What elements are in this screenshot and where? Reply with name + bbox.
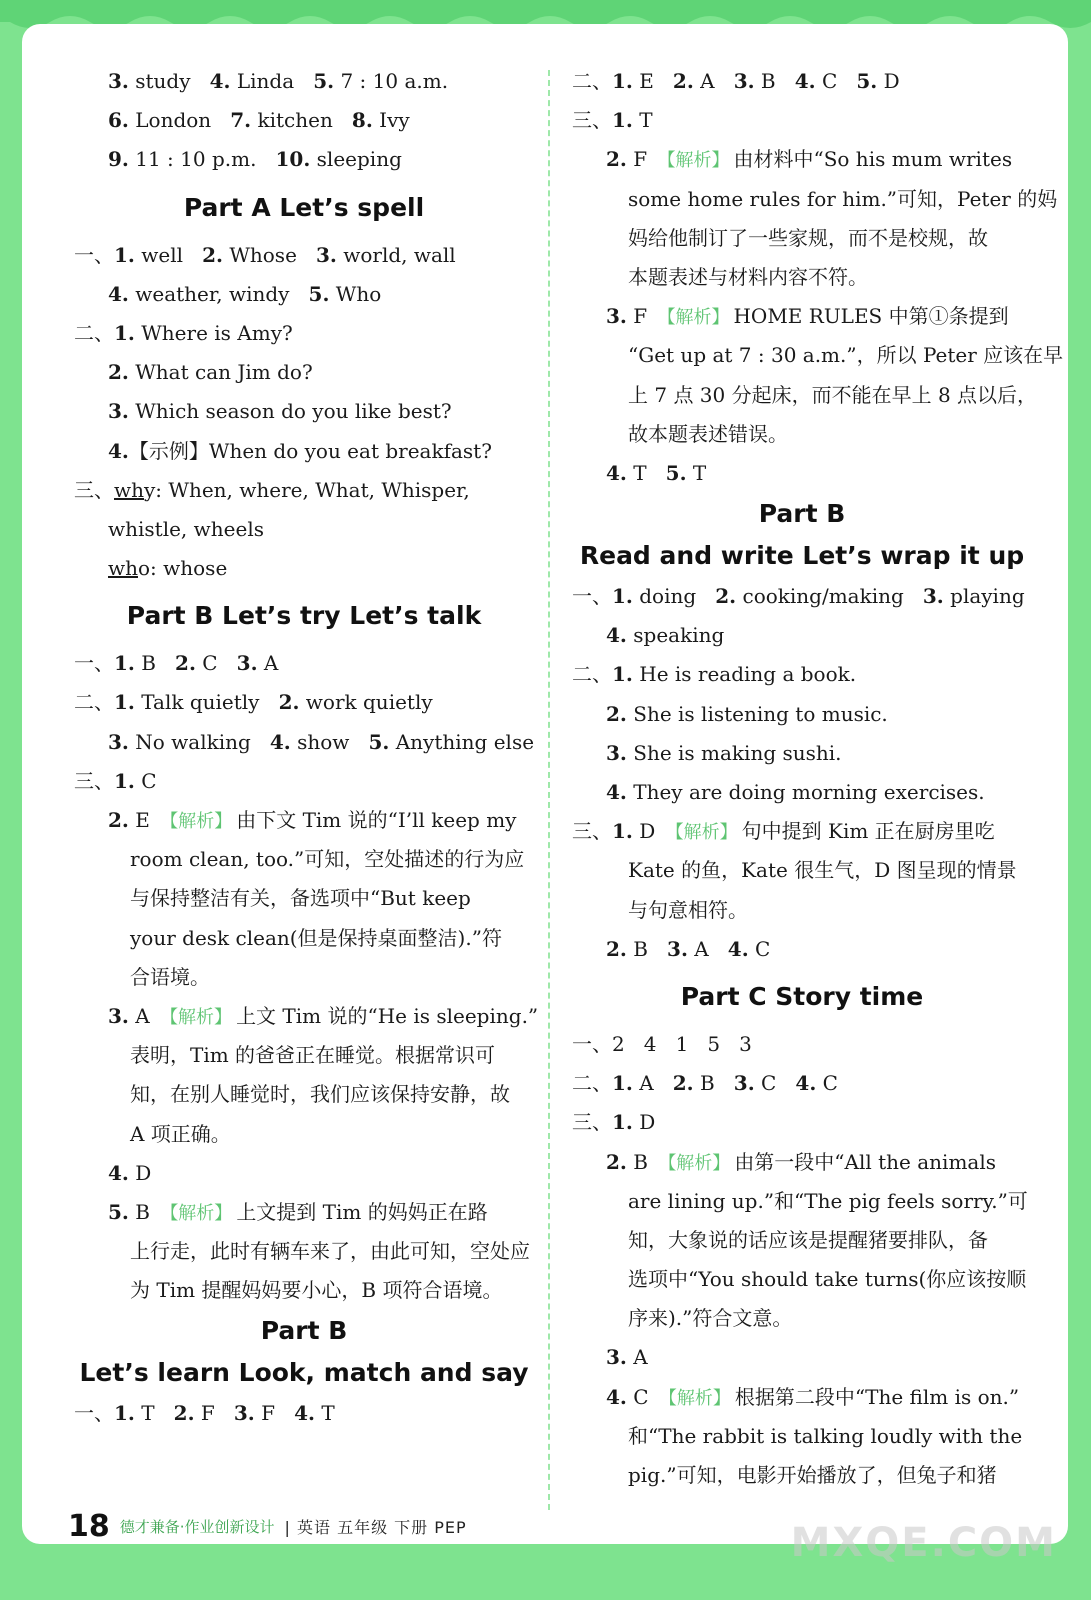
page-number: 18: [68, 1508, 110, 1544]
answer-line: 故本题表述错误。: [628, 421, 788, 446]
answer-line: 知，在别人睡觉时，我们应该保持安静，故: [130, 1082, 510, 1107]
book-brand: 德才兼备·作业创新设计: [119, 1517, 275, 1536]
answer-line: 5. B 【解析】 上文提到 Tim 的妈妈正在路: [108, 1199, 488, 1224]
answer-line: 3. She is making sushi.: [606, 740, 842, 765]
answer-line: 二、1. He is reading a book.: [572, 662, 857, 687]
answer-line: 4. They are doing morning exercises.: [606, 780, 985, 804]
answer-line: 三、1. D 【解析】 句中提到 Kim 正在厨房里吃: [572, 819, 995, 844]
answer-line: 序来).”符合文意。: [628, 1306, 793, 1331]
answer-line: 2. E 【解析】 由下文 Tim 说的“I’ll keep my: [108, 808, 517, 832]
answer-line: 本题表述与材料内容不符。: [628, 264, 868, 289]
answer-line: 3. study 4. Linda 5. 7 : 10 a.m.: [108, 69, 449, 93]
answer-line: 3. A: [606, 1345, 648, 1370]
answer-line: 三、1. C: [74, 768, 157, 793]
answer-line: 4.【示例】When do you eat breakfast?: [108, 438, 492, 463]
section-heading: Let’s learn Look, match and say: [79, 1358, 529, 1388]
answer-line: 一、1. doing 2. cooking/making 3. playing: [572, 584, 1025, 609]
answer-line: Kate 的鱼，Kate 很生气，D 图呈现的情景: [628, 858, 1017, 883]
answer-line: 二、1. E 2. A 3. B 4. C 5. D: [572, 69, 900, 93]
answer-line: 合语境。: [130, 964, 210, 989]
answer-line: 一、2 4 1 5 3: [572, 1031, 752, 1056]
section-heading: Part A Let’s spell: [183, 192, 425, 222]
right-column: [572, 62, 1064, 1495]
answer-line: 4. weather, windy 5. Who: [108, 281, 382, 306]
answer-line: 二、1. A 2. B 3. C 4. C: [572, 1071, 838, 1096]
answer-line: 一、1. well 2. Whose 3. world, wall: [74, 242, 456, 267]
answer-line: 2. F 【解析】 由材料中“So his mum writes: [606, 147, 1013, 172]
left-column: [74, 62, 539, 1434]
section-heading: Part B: [260, 1316, 348, 1346]
answer-line: whistle, wheels: [108, 516, 264, 541]
answer-line: 2. B 3. A 4. C: [606, 936, 771, 961]
answer-line: pig.”可知，电影开始播放了，但兔子和猪: [628, 1463, 997, 1487]
answer-line: 二、1. Where is Amy?: [74, 320, 293, 345]
answer-line: 2. She is listening to music.: [606, 701, 888, 726]
answer-line: some home rules for him.”可知，Peter 的妈: [628, 186, 1058, 211]
answer-line: 一、1. T 2. F 3. F 4. T: [74, 1401, 335, 1426]
answer-line: 4. T 5. T: [606, 460, 707, 485]
answer-line: 4. D: [108, 1160, 152, 1185]
column-divider: [548, 70, 550, 1510]
answer-line: 与保持整洁有关，备选项中“But keep: [130, 886, 471, 911]
answer-line: “Get up at 7 : 30 a.m.”，所以 Peter 应该在早: [628, 343, 1064, 368]
answer-line: 3. Which season do you like best?: [108, 399, 452, 424]
answer-line: 三、1. D: [572, 1110, 656, 1135]
answer-line: 为 Tim 提醒妈妈要小心，B 项符合语境。: [130, 1278, 503, 1303]
answer-line: are lining up.”和“The pig feels sorry.”可: [628, 1188, 1028, 1213]
answer-line: 和“The rabbit is talking loudly with the: [628, 1423, 1023, 1448]
section-heading: Part B: [758, 499, 846, 529]
answer-line: 与句意相符。: [628, 897, 748, 922]
page-footer: [68, 1506, 467, 1546]
answer-line: 4. C 【解析】 根据第二段中“The film is on.”: [606, 1384, 1020, 1409]
answer-line: 知，大象说的话应该是提醒猪要排队，备: [628, 1227, 988, 1252]
section-heading: Part C Story time: [680, 981, 924, 1011]
answer-line: 3. A 【解析】 上文 Tim 说的“He is sleeping.”: [108, 1003, 539, 1028]
answer-line: 3. No walking 4. show 5. Anything else: [108, 729, 535, 754]
answer-line: 上行走，此时有辆车来了，由此可知，空处应: [130, 1239, 530, 1264]
answer-line: 二、1. Talk quietly 2. work quietly: [74, 690, 433, 715]
answer-line: 6. London 7. kitchen 8. Ivy: [108, 108, 410, 133]
answer-line: 2. B 【解析】 由第一段中“All the animals: [606, 1149, 996, 1174]
answer-line: 4. speaking: [606, 623, 725, 648]
answer-line: room clean, too.”可知，空处描述的行为应: [130, 847, 525, 872]
answer-line: 3. F 【解析】 HOME RULES 中第①条提到: [606, 304, 1009, 329]
answer-line: your desk clean(但是保持桌面整洁).”符: [130, 925, 502, 950]
answer-line: 三、1. T: [572, 108, 653, 133]
answer-line: who: whose: [108, 556, 228, 581]
book-meta: | 英语 五年级 下册 PEP: [284, 1517, 467, 1537]
answer-line: 上 7 点 30 分起床，而不能在早上 8 点以后，: [628, 382, 1038, 407]
answer-line: 妈给他制订了一些家规，而不是校规，故: [628, 225, 988, 250]
answer-line: 一、1. B 2. C 3. A: [74, 651, 279, 676]
section-heading: Part B Let’s try Let’s talk: [126, 601, 482, 631]
answer-line: A 项正确。: [130, 1121, 231, 1146]
answer-line: 2. What can Jim do?: [108, 360, 313, 385]
answer-line: 表明，Tim 的爸爸正在睡觉。根据常识可: [130, 1043, 496, 1068]
answer-line: 三、why: When, where, What, Whisper,: [74, 477, 470, 502]
answer-line: 选项中“You should take turns(你应该按顺: [628, 1267, 1027, 1292]
section-heading: Read and write Let’s wrap it up: [579, 541, 1025, 571]
answer-line: 9. 11 : 10 p.m. 10. sleeping: [108, 147, 402, 172]
watermark: MXQE.COM: [790, 1520, 1057, 1566]
